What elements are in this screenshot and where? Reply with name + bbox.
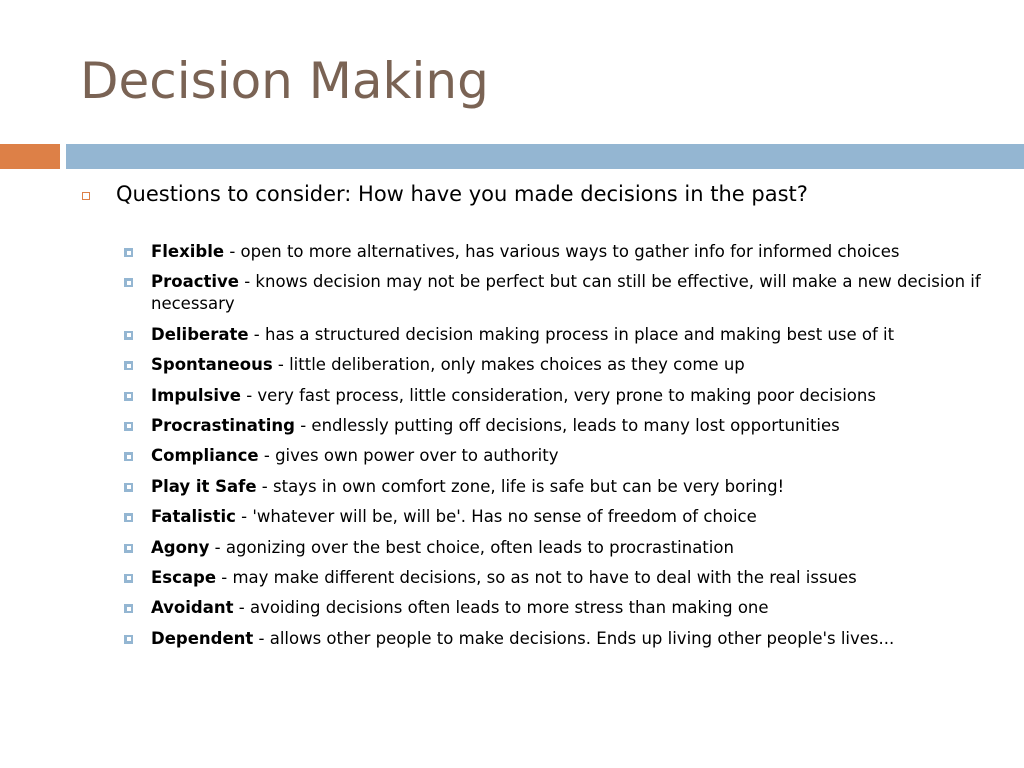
- item-desc: - very fast process, little consideration, very prone to making poor decisions: [240, 385, 876, 405]
- main-bullet-text: Questions to consider: How have you made decisions in the past?: [116, 182, 808, 206]
- item-term: Agony: [151, 537, 210, 557]
- square-bullet-icon: [124, 544, 133, 553]
- list-item: [122, 324, 1012, 346]
- list-item: [122, 354, 1012, 376]
- item-term: Fatalistic: [151, 507, 236, 527]
- item-desc: - little deliberation, only makes choices as they come up: [272, 355, 745, 375]
- sub-bullet-list: [122, 241, 1012, 658]
- list-item: [122, 385, 1012, 407]
- item-term: Proactive: [151, 272, 239, 292]
- item-desc: - may make different decisions, so as not to have to deal with the real issues: [216, 567, 857, 587]
- item-term: Dependent: [151, 628, 254, 648]
- list-item: [122, 271, 1012, 315]
- item-desc: - gives own power over to authority: [258, 446, 559, 466]
- list-item: [122, 597, 1012, 619]
- accent-bar-blue: [66, 144, 1024, 169]
- item-term: Play it Safe: [151, 476, 257, 496]
- slide-title: Decision Making: [80, 52, 489, 110]
- square-bullet-icon: [124, 361, 133, 370]
- list-item: [122, 445, 1012, 467]
- accent-bar-orange: [0, 144, 60, 169]
- item-term: Avoidant: [151, 598, 234, 618]
- square-bullet-icon: [124, 635, 133, 644]
- list-item: [122, 506, 1012, 528]
- square-bullet-icon: [124, 248, 133, 257]
- list-item: [122, 628, 1012, 650]
- item-term: Deliberate: [151, 324, 249, 344]
- square-bullet-icon: [124, 604, 133, 613]
- item-term: Procrastinating: [151, 415, 295, 435]
- square-bullet-icon: [124, 452, 133, 461]
- square-bullet-icon: [124, 483, 133, 492]
- item-term: Spontaneous: [151, 355, 273, 375]
- item-term: Flexible: [151, 242, 225, 261]
- item-desc: - open to more alternatives, has various ways to gather info for informed choices: [224, 242, 900, 261]
- item-desc: - knows decision may not be perfect but can still be effective, will make a new decision if necessary: [151, 272, 981, 314]
- item-desc: - agonizing over the best choice, often leads to procrastination: [209, 537, 734, 557]
- square-bullet-icon: [124, 513, 133, 522]
- square-bullet-icon: [124, 422, 133, 431]
- list-item: [122, 476, 1012, 498]
- square-bullet-icon: [124, 392, 133, 401]
- item-desc: - stays in own comfort zone, life is safe but can be very boring!: [256, 476, 785, 496]
- item-desc: - 'whatever will be, will be'. Has no sense of freedom of choice: [235, 507, 757, 527]
- item-term: Compliance: [151, 446, 259, 466]
- item-desc: - endlessly putting off decisions, leads to many lost opportunities: [294, 415, 840, 435]
- item-desc: - has a structured decision making process in place and making best use of it: [248, 324, 895, 344]
- item-desc: - allows other people to make decisions. Ends up living other people's lives...: [253, 628, 895, 648]
- square-bullet-icon: [124, 574, 133, 583]
- list-item: [122, 241, 1012, 263]
- item-term: Escape: [151, 567, 217, 587]
- list-item: [122, 567, 1012, 589]
- square-bullet-icon: [124, 278, 133, 287]
- hollow-square-bullet-icon: [82, 192, 90, 200]
- list-item: [122, 415, 1012, 437]
- item-desc: - avoiding decisions often leads to more stress than making one: [233, 598, 769, 618]
- list-item: [122, 537, 1012, 559]
- item-term: Impulsive: [151, 385, 241, 405]
- square-bullet-icon: [124, 331, 133, 340]
